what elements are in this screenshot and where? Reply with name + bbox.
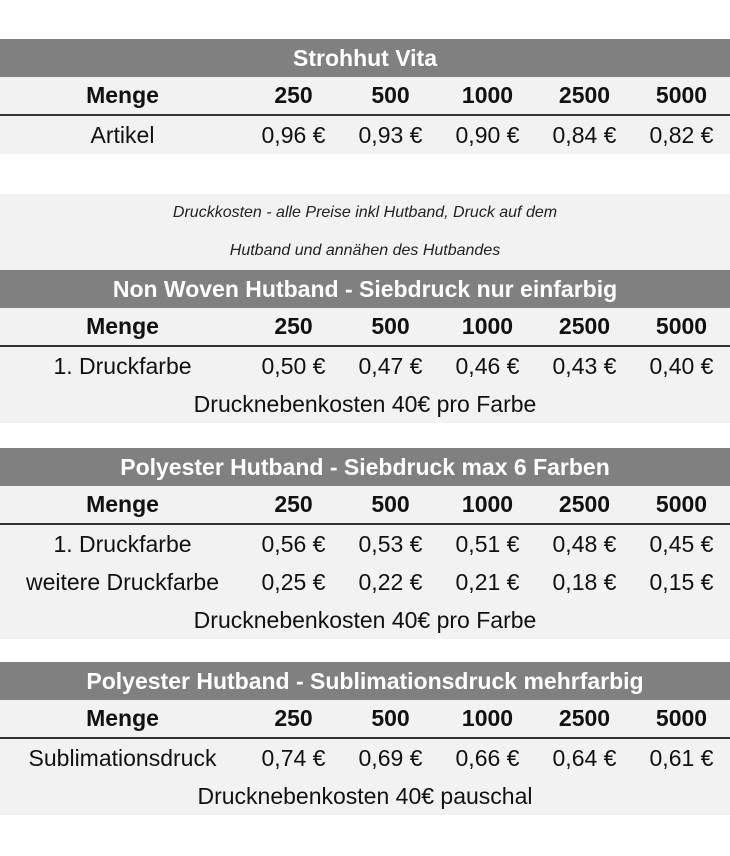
price-table-non-woven: [0, 270, 730, 423]
row-label: 1. Druckfarbe: [53, 353, 192, 379]
price-cell: 0,25 €: [261, 569, 326, 595]
table-title: Polyester Hutband - Sublimationsdruck mehrfarbig: [0, 662, 730, 700]
price-table-strohhut: [0, 39, 730, 154]
price-table-polyester-siebdruck: [0, 448, 730, 639]
price-cell: 0,47 €: [358, 353, 423, 379]
price-cell: 0,66 €: [455, 745, 520, 771]
price-cell: 0,51 €: [455, 531, 520, 557]
qty-500: 500: [371, 82, 410, 108]
table-title: Polyester Hutband - Siebdruck max 6 Farben: [0, 448, 730, 486]
price-cell: 0,46 €: [455, 353, 520, 379]
qty-1000: 1000: [461, 82, 514, 108]
qty-500: 500: [371, 491, 410, 517]
table-row: [0, 116, 730, 154]
price-cell: 0,48 €: [552, 531, 617, 557]
menge-label: Menge: [86, 313, 159, 339]
price-cell: 0,61 €: [649, 745, 714, 771]
price-cell: 0,45 €: [649, 531, 714, 557]
table-row: [0, 563, 730, 601]
price-cell: 0,82 €: [649, 122, 714, 148]
price-cell: 0,22 €: [358, 569, 423, 595]
price-cell: 0,84 €: [552, 122, 617, 148]
qty-2500: 2500: [558, 82, 611, 108]
price-cell: 0,15 €: [649, 569, 714, 595]
menge-label: Menge: [86, 705, 159, 731]
price-cell: 0,56 €: [261, 531, 326, 557]
table-row: [0, 525, 730, 563]
quantity-header-row: [0, 700, 730, 739]
price-cell: 0,69 €: [358, 745, 423, 771]
price-cell: 0,53 €: [358, 531, 423, 557]
price-cell: 0,96 €: [261, 122, 326, 148]
quantity-header-row: [0, 486, 730, 525]
qty-2500: 2500: [558, 313, 611, 339]
price-cell: 0,40 €: [649, 353, 714, 379]
qty-5000: 5000: [655, 491, 708, 517]
price-cell: 0,93 €: [358, 122, 423, 148]
qty-250: 250: [274, 82, 313, 108]
row-label: weitere Druckfarbe: [25, 569, 220, 595]
qty-250: 250: [274, 313, 313, 339]
qty-1000: 1000: [461, 705, 514, 731]
quantity-header-row: [0, 77, 730, 116]
price-cell: 0,43 €: [552, 353, 617, 379]
table-row: [0, 347, 730, 385]
qty-250: 250: [274, 491, 313, 517]
qty-1000: 1000: [461, 313, 514, 339]
menge-label: Menge: [86, 491, 159, 517]
row-label: Sublimationsdruck: [28, 745, 217, 771]
price-cell: 0,18 €: [552, 569, 617, 595]
table-title: Non Woven Hutband - Siebdruck nur einfarbig: [0, 270, 730, 308]
note-line-1: Druckkosten - alle Preise inkl Hutband, Druck auf dem: [0, 194, 730, 232]
quantity-header-row: [0, 308, 730, 347]
note-line-2: Hutband und annähen des Hutbandes: [0, 232, 730, 270]
qty-500: 500: [371, 705, 410, 731]
price-cell: 0,90 €: [455, 122, 520, 148]
table-title: Strohhut Vita: [0, 39, 730, 77]
price-table-polyester-sublimation: [0, 662, 730, 815]
row-label: 1. Druckfarbe: [53, 531, 192, 557]
price-cell: 0,74 €: [261, 745, 326, 771]
menge-label: Menge: [86, 82, 159, 108]
druckkosten-note: [0, 194, 730, 270]
price-cell: 0,50 €: [261, 353, 326, 379]
qty-500: 500: [371, 313, 410, 339]
qty-250: 250: [274, 705, 313, 731]
price-cell: 0,21 €: [455, 569, 520, 595]
row-label: Artikel: [90, 122, 155, 148]
qty-2500: 2500: [558, 705, 611, 731]
qty-5000: 5000: [655, 705, 708, 731]
table-row: [0, 739, 730, 777]
qty-1000: 1000: [461, 491, 514, 517]
table-footer-note: Drucknebenkosten 40€ pauschal: [0, 777, 730, 815]
qty-5000: 5000: [655, 313, 708, 339]
qty-2500: 2500: [558, 491, 611, 517]
qty-5000: 5000: [655, 82, 708, 108]
price-cell: 0,64 €: [552, 745, 617, 771]
table-footer-note: Drucknebenkosten 40€ pro Farbe: [0, 601, 730, 639]
table-footer-note: Drucknebenkosten 40€ pro Farbe: [0, 385, 730, 423]
